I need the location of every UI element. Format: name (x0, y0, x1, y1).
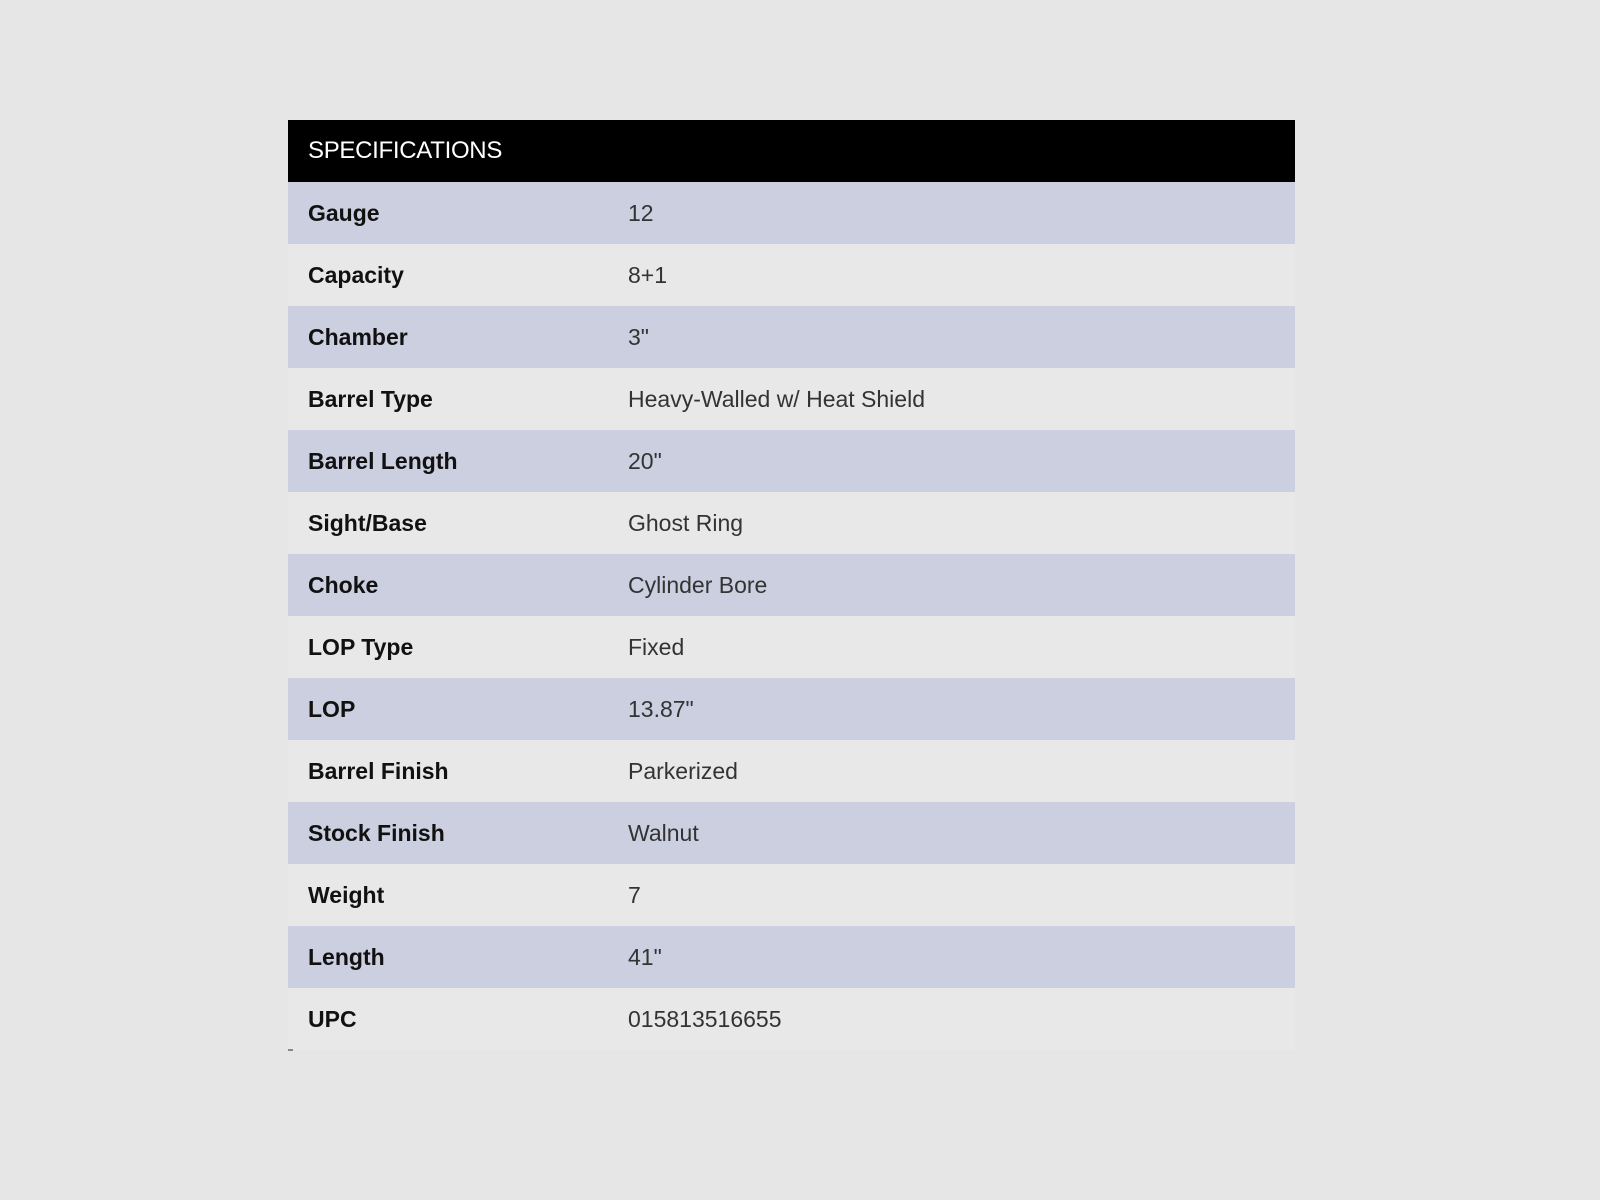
spec-row-capacity (288, 244, 1295, 306)
spec-row-length (288, 926, 1295, 988)
spec-value: 20" (628, 447, 662, 474)
spec-row-weight (288, 864, 1295, 926)
spec-label: LOP Type (308, 633, 414, 660)
spec-label: Weight (308, 881, 385, 908)
spec-label: Length (308, 943, 385, 970)
spec-row-gauge (288, 182, 1295, 244)
spec-value: Cylinder Bore (628, 571, 768, 598)
table-header (288, 120, 1295, 182)
spec-label: Gauge (308, 199, 380, 226)
spec-row-choke (288, 554, 1295, 616)
spec-value: 3" (628, 323, 649, 350)
spec-label: Stock Finish (308, 819, 445, 846)
spec-label: Barrel Finish (308, 757, 449, 784)
spec-value: 41" (628, 943, 662, 970)
spec-label: Capacity (308, 261, 404, 288)
spec-row-lop (288, 678, 1295, 740)
spec-row-stock-finish (288, 802, 1295, 864)
spec-label: Chamber (308, 323, 408, 350)
spec-value: Walnut (628, 819, 699, 846)
spec-row-barrel-finish (288, 740, 1295, 802)
table-title: SPECIFICATIONS (308, 137, 503, 164)
spec-value: 8+1 (628, 261, 668, 288)
spec-value: Ghost Ring (628, 509, 744, 536)
spec-value: 12 (628, 199, 654, 226)
spec-label: Choke (308, 571, 379, 598)
spec-value: 015813516655 (628, 1005, 782, 1032)
spec-row-barrel-type (288, 368, 1295, 430)
spec-label: Barrel Length (308, 447, 458, 474)
spec-value: Heavy-Walled w/ Heat Shield (628, 385, 925, 412)
spec-value: Fixed (628, 633, 685, 660)
spec-value: Parkerized (628, 757, 738, 784)
spec-value: 7 (628, 881, 641, 908)
specifications-table (288, 120, 1295, 1050)
spec-row-barrel-length (288, 430, 1295, 492)
stray-dash-mark (288, 1049, 293, 1051)
spec-label: Barrel Type (308, 385, 433, 412)
spec-row-chamber (288, 306, 1295, 368)
spec-label: UPC (308, 1005, 357, 1032)
spec-label: Sight/Base (308, 509, 427, 536)
spec-row-lop-type (288, 616, 1295, 678)
spec-value: 13.87" (628, 695, 694, 722)
spec-row-sight-base (288, 492, 1295, 554)
spec-rows (288, 182, 1295, 1050)
spec-row-upc (288, 988, 1295, 1050)
spec-label: LOP (308, 695, 356, 722)
